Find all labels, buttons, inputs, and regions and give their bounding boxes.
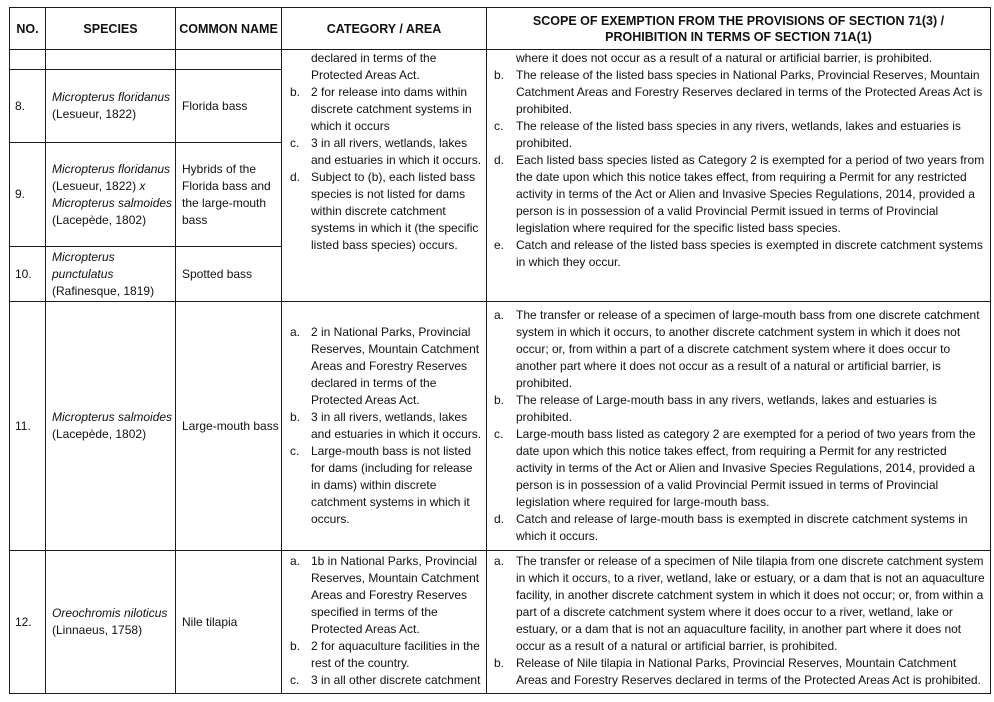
category-cell — [282, 551, 487, 694]
list-item: a. 2 in National Parks, Provincial Reserves, Mountain Catchment Areas and Forestry Reserves declared in terms of the Protected Areas Act. — [290, 325, 480, 407]
bass-scope-continued: where it does not occur as a result of a natural or artificial barrier, is prohibited. — [516, 51, 933, 65]
header-species: SPECIES — [46, 8, 176, 50]
list-item: b. The release of Large-mouth bass in any rivers, wetlands, lakes and estuaries is prohibited. — [494, 393, 937, 424]
header-no: NO. — [10, 8, 46, 50]
bass-category-list — [286, 84, 482, 254]
list-item: c. Large-mouth bass listed as category 2 are exempted for a period of two years from the date upon which this notice takes effect, from requiring a Permit for any restricted activity in terms of the Act or Alien and Invasive Species Regulations, 2014, provided a person is in possession of a valid Provincial Permit issued in terms of Provincial legislation where required for large-mouth bass. — [494, 427, 976, 509]
row-number: 12. — [10, 551, 46, 694]
list-item: b. 2 for aquaculture facilities in the rest of the country. — [290, 639, 480, 670]
list-item: a. The transfer or release of a specimen of Nile tilapia from one discrete catchment system in which it occurs, to a river, wetland, lake or estuary, or a dam that is not an aquaculture facility, in another discrete catchment system in which it does not occur; or, from within a part of a discrete catchment system where it does occur to a river, wetland, lake or estuary, or a dam that is not an aquaculture facility, in another part where it does not occur as a result of a natural or artificial barrier, is prohibited. — [494, 554, 985, 653]
list-item: b. 2 for release into dams within discrete catchment systems in which it occurs — [290, 85, 472, 133]
bass-scope-cell — [487, 50, 991, 302]
species-name: Micropterus punctulatus (Rafinesque, 1819) — [46, 247, 176, 302]
scope-cell — [487, 551, 991, 694]
list-item: d. Subject to (b), each listed bass species is not listed for dams within discrete catchment systems in which it (the specific listed bass species) occurs. — [290, 170, 479, 252]
common-name: Large-mouth bass — [176, 302, 282, 551]
list-item: c. 3 in all rivers, wetlands, lakes and estuaries in which it occurs. — [290, 136, 482, 167]
species-name: Micropterus salmoides (Lacepède, 1802) — [46, 302, 176, 551]
list-item: e. Catch and release of the listed bass species is exempted in discrete catchment systems in which they occur. — [494, 238, 983, 269]
cont-common — [176, 50, 282, 70]
cont-species — [46, 50, 176, 70]
header-category: CATEGORY / AREA — [282, 8, 487, 50]
category-cell — [282, 302, 487, 551]
common-name: Hybrids of the Florida bass and the large-mouth bass — [176, 143, 282, 247]
table-row — [10, 302, 991, 551]
common-name: Florida bass — [176, 70, 282, 143]
list-item: c. The release of the listed bass species in any rivers, wetlands, lakes and estuaries is prohibited. — [494, 119, 961, 150]
bass-category-cell — [282, 50, 487, 302]
species-name: Micropterus floridanus (Lesueur, 1822) x Micropterus salmoides (Lacepède, 1802) — [46, 143, 176, 247]
common-name: Spotted bass — [176, 247, 282, 302]
cont-no — [10, 50, 46, 70]
header-scope: SCOPE OF EXEMPTION FROM THE PROVISIONS OF SECTION 71(3) / PROHIBITION IN TERMS OF SECTION 71A(1) — [487, 8, 991, 50]
list-item: c. Large-mouth bass is not listed for dams (including for release in dams) within discrete catchment systems in which it occurs. — [290, 444, 473, 526]
list-item: d. Catch and release of large-mouth bass is exempted in discrete catchment systems in which it occurs. — [494, 512, 968, 543]
header-common-name: COMMON NAME — [176, 8, 282, 50]
table-row — [10, 551, 991, 694]
list-item: b. 3 in all rivers, wetlands, lakes and estuaries in which it occurs. — [290, 410, 482, 441]
list-item: d. Each listed bass species listed as Category 2 is exempted for a period of two years from the date upon which this notice takes effect, from requiring a Permit for any restricted activity in terms of the Act or Alien and Invasive Species Regulations, 2014, provided a person is in possession of a valid Provincial Permit issued in terms of Provincial legislation where required for the specific listed bass species. — [494, 153, 985, 235]
bass-category-continued: declared in terms of the Protected Areas Act. — [311, 51, 437, 82]
list-item: c. 3 in all other discrete catchment — [290, 673, 481, 687]
scope-cell — [487, 302, 991, 551]
continuation-row — [10, 50, 991, 70]
header-row — [10, 8, 991, 50]
species-name: Micropterus floridanus (Lesueur, 1822) — [46, 70, 176, 143]
row-number: 8. — [10, 70, 46, 143]
row-number: 10. — [10, 247, 46, 302]
species-name: Oreochromis niloticus (Linnaeus, 1758) — [46, 551, 176, 694]
common-name: Nile tilapia — [176, 551, 282, 694]
list-item: a. The transfer or release of a specimen of large-mouth bass from one discrete catchment system in which it occurs, to another discrete catchment system in which it does not occur; or, from within a part of a discrete catchment system where it does occur to another part where it does not occur as a result of a natural or artificial barrier, is prohibited. — [494, 308, 980, 390]
list-item: a. 1b in National Parks, Provincial Reserves, Mountain Catchment Areas and Forestry Reserves specified in terms of the Protected Areas Act. — [290, 554, 480, 636]
species-exemption-table — [9, 7, 991, 694]
list-item: b. Release of Nile tilapia in National Parks, Provincial Reserves, Mountain Catchment Areas and Forestry Reserves declared in terms of the Protected Areas Act is prohibited. — [494, 656, 981, 687]
bass-scope-list — [491, 67, 986, 271]
row-number: 9. — [10, 143, 46, 247]
list-item: b. The release of the listed bass species in National Parks, Provincial Reserves, Mountain Catchment Areas and Forestry Reserves declared in terms of the Protected Areas Act is prohibited. — [494, 68, 983, 116]
row-number: 11. — [10, 302, 46, 551]
